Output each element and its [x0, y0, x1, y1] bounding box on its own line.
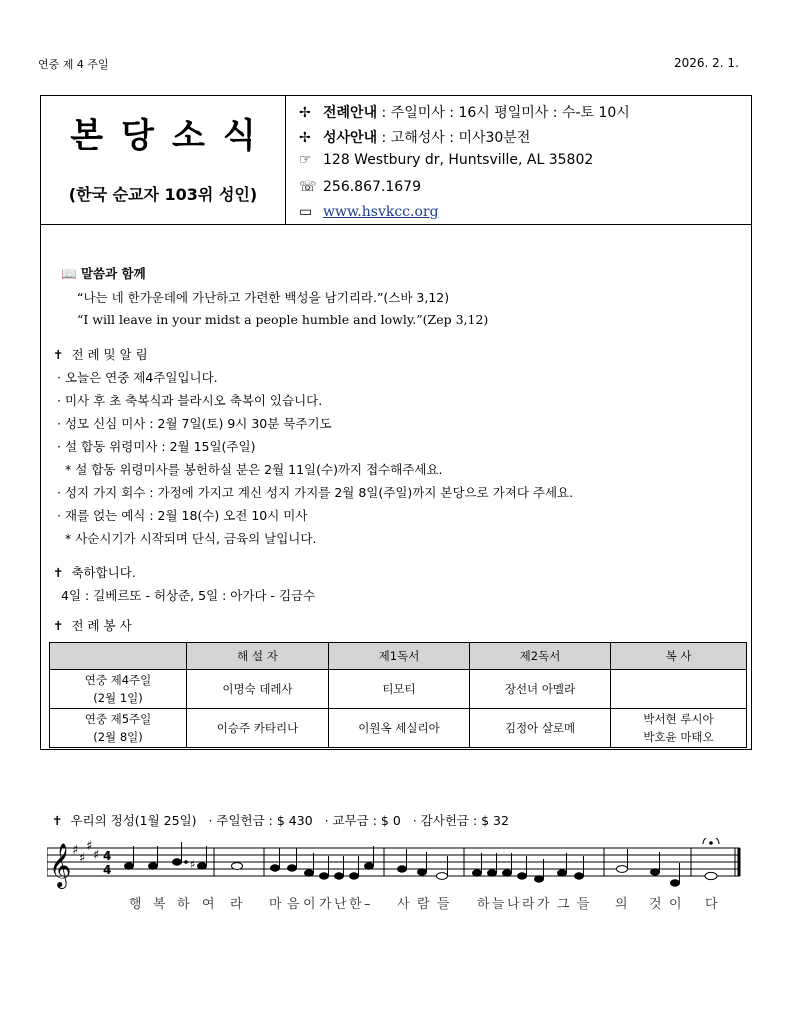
column-header: 제2독서: [470, 643, 611, 670]
offering-label: 우리의 정성(1월 25일): [70, 813, 197, 828]
lyric-syllable: 하: [177, 897, 190, 912]
announcement-item: · 설 합동 위령미사 : 2월 15일(주일): [57, 439, 256, 454]
announcement-item: · 오늘은 연중 제4주일입니다.: [57, 370, 218, 385]
lyric-syllable: 음: [287, 897, 300, 912]
offering-sunday: · 주일헌금 : $ 430: [208, 813, 313, 828]
offering-education: · 교무금 : $ 0: [324, 813, 401, 828]
lyric-syllable: 늘: [492, 897, 505, 912]
week-date: (2월 1일): [93, 691, 143, 705]
phone-icon: ☏: [299, 179, 317, 195]
svg-text:♯: ♯: [79, 851, 86, 866]
lyric-syllable: 사: [397, 897, 410, 912]
header-divider-vertical: [285, 96, 286, 224]
liturgy-text: : 주일미사 : 16시 평일미사 : 수-토 10시: [377, 105, 630, 121]
lyric-syllable: 들: [437, 897, 450, 912]
service-heading: 전 례 봉 사: [71, 618, 132, 633]
music-staff: [47, 838, 747, 918]
lyric-syllable: 가: [319, 897, 332, 912]
announcement-item: · 미사 후 초 축복식과 블라시오 축복이 있습니다.: [57, 393, 323, 408]
bulletin-box: [40, 95, 752, 750]
open-book-icon: 📖: [61, 266, 77, 281]
address: 128 Westbury dr, Huntsville, AL 35802: [323, 152, 594, 168]
reader2-cell: 장선녀 아멜라: [470, 670, 611, 709]
pointing-hand-icon: ☞: [299, 152, 312, 168]
lyric-syllable: 람: [417, 897, 430, 912]
liturgy-info: [299, 102, 630, 122]
lyric-syllable: 라: [522, 897, 535, 912]
sacrament-info: [299, 127, 530, 147]
page-subtitle: (한국 순교자 103위 성인): [68, 185, 258, 204]
staff-lines: [47, 848, 740, 876]
lyric-syllable: –: [364, 897, 371, 912]
lyric-syllable: 것: [649, 897, 662, 912]
lyric-syllable: 한: [349, 897, 362, 912]
week-cell: [50, 670, 187, 709]
cross-icon: ✢: [299, 130, 311, 146]
lyric-syllable: 마: [269, 897, 282, 912]
lyric-syllable: 여: [202, 897, 215, 912]
address-info: [299, 152, 593, 168]
reader1-cell: 이원옥 세실리아: [329, 709, 470, 748]
word-heading-row: [61, 264, 146, 282]
website-info: [299, 204, 439, 220]
server-name: 박호윤 마태오: [643, 730, 714, 744]
svg-text:♯: ♯: [190, 858, 196, 871]
liturgy-label: 전례안내: [323, 105, 378, 121]
cross-icon: ✝: [53, 347, 64, 362]
bulletin-date: 2026. 2. 1.: [674, 56, 739, 70]
phone-number: 256.867.1679: [323, 179, 421, 195]
server-name: 박서현 루시아: [643, 712, 714, 726]
service-table: [49, 642, 747, 748]
server-cell: [611, 670, 747, 709]
word-heading: 말씀과 함께: [80, 266, 146, 281]
cross-icon: ✢: [299, 105, 311, 121]
sacrament-label: 성사안내: [323, 130, 378, 146]
reader2-cell: 김정아 살로메: [470, 709, 611, 748]
offering-row: [52, 811, 509, 829]
table-row: [50, 670, 747, 709]
svg-text:♯: ♯: [86, 839, 93, 854]
svg-text:4: 4: [103, 863, 112, 877]
scripture-korean: “나는 네 한가운데에 가난하고 가련한 백성을 남기리라.”(스바 3,12): [77, 290, 450, 305]
week-label: 연중 제 4 주일: [38, 58, 109, 71]
lyric-syllable: 그: [557, 897, 570, 912]
column-header: [50, 643, 187, 670]
lyric-syllable: 복: [153, 897, 166, 912]
header-divider: [41, 224, 751, 225]
commentator-cell: 이명숙 데레사: [187, 670, 329, 709]
week-date: (2월 8일): [93, 730, 143, 744]
server-cell: [611, 709, 747, 748]
offering-thanks: · 감사헌금 : $ 32: [412, 813, 509, 828]
congrats-heading-row: [53, 563, 136, 581]
announcement-item: · 성모 신심 미사 : 2월 7일(토) 9시 30분 묵주기도: [57, 416, 332, 431]
congrats-heading: 축하합니다.: [71, 565, 136, 580]
announcement-item: * 사순시기가 시작되며 단식, 금육의 날입니다.: [65, 531, 317, 546]
svg-text:♯: ♯: [72, 843, 79, 858]
announcements-heading: 전 례 및 알 림: [71, 347, 148, 362]
scripture-english: “I will leave in your midst a people humble and lowly.”(Zep 3,12): [77, 312, 489, 327]
table-row: [50, 709, 747, 748]
column-header: 제1독서: [329, 643, 470, 670]
week-name: 연중 제5주일: [84, 712, 152, 726]
lyric-syllable: 하: [477, 897, 490, 912]
lyric-syllable: 라: [230, 897, 243, 912]
lyric-syllable: 들: [577, 897, 590, 912]
lyrics: [129, 896, 718, 912]
phone-info: [299, 179, 421, 195]
announcement-item: * 설 합동 위령미사를 봉헌하실 분은 2월 11일(수)까지 접수해주세요.: [65, 462, 443, 477]
time-signature: [103, 849, 111, 877]
cross-icon: ✝: [53, 565, 64, 580]
svg-text:4: 4: [103, 849, 112, 863]
sacrament-text: : 고해성사 : 미사30분전: [377, 130, 531, 146]
column-header: 복 사: [611, 643, 747, 670]
week-name: 연중 제4주일: [84, 673, 152, 687]
svg-text:♯: ♯: [93, 848, 100, 863]
lyric-syllable: 난: [334, 897, 347, 912]
service-heading-row: [53, 616, 132, 634]
lyric-syllable: 행: [129, 897, 142, 912]
page-title: 본당소식: [70, 116, 274, 156]
announcement-item: · 재를 얹는 예식 : 2월 18(수) 오전 10시 미사: [57, 508, 308, 523]
lyric-syllable: 이: [303, 897, 316, 912]
website-link[interactable]: www.hsvkcc.org: [323, 204, 439, 220]
commentator-cell: 이승주 카타리나: [187, 709, 329, 748]
lyric-syllable: 가: [537, 897, 550, 912]
announcements-heading-row: [53, 345, 148, 363]
computer-icon: ▭: [299, 204, 313, 220]
week-cell: [50, 709, 187, 748]
cross-icon: ✝: [52, 813, 63, 828]
column-header: 해 설 자: [187, 643, 329, 670]
lyric-syllable: 나: [507, 897, 520, 912]
table-header-row: [50, 643, 747, 670]
lyric-syllable: 의: [615, 897, 628, 912]
lyric-syllable: 이: [669, 897, 682, 912]
reader1-cell: 티모티: [329, 670, 470, 709]
treble-clef-icon: 𝄞: [49, 843, 72, 887]
congrats-text: 4일 : 길베르또 - 허상준, 5일 : 아가다 - 김금수: [61, 588, 316, 603]
announcement-item: · 성지 가지 회수 : 가정에 가지고 계신 성지 가지를 2월 8일(주일)까지 본당으로 가져다 주세요.: [57, 485, 574, 500]
lyric-syllable: 다: [705, 897, 718, 912]
cross-icon: ✝: [53, 618, 64, 633]
